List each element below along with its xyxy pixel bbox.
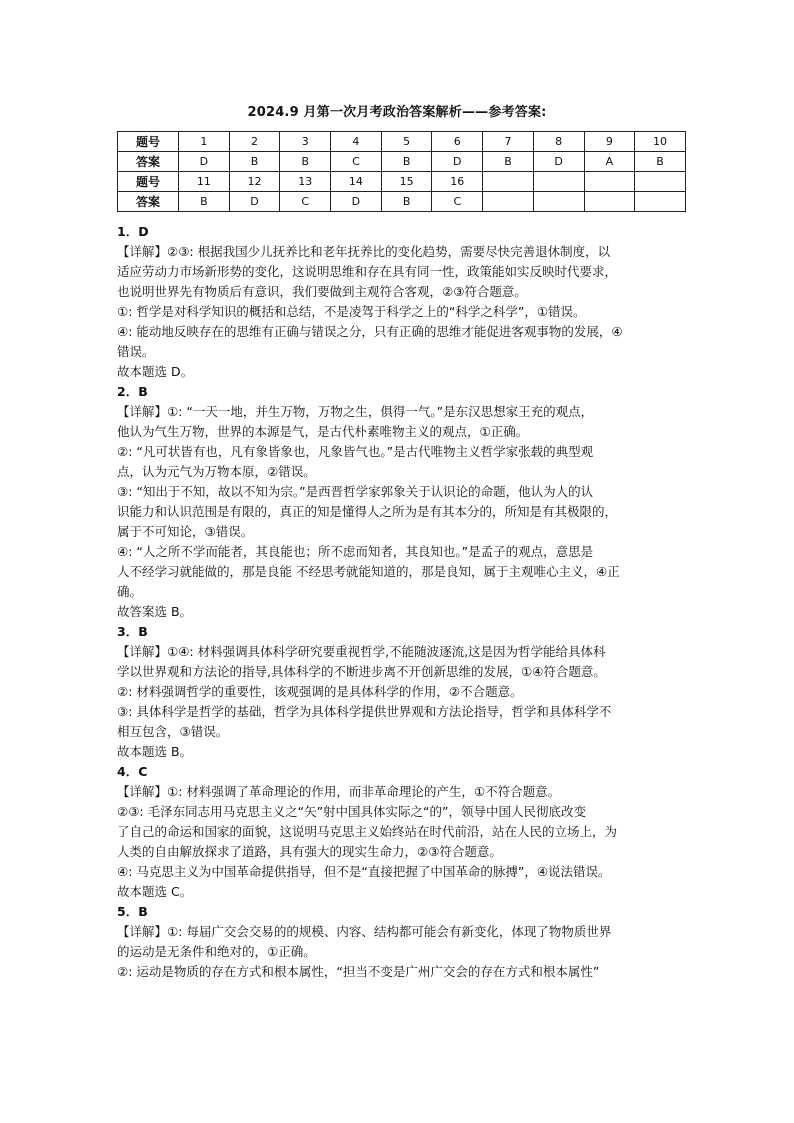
table-cell: 8 — [533, 132, 584, 152]
table-cell — [533, 172, 584, 192]
table-cell — [584, 172, 635, 192]
table-cell — [635, 172, 686, 192]
explanation-line: ②: 运动是物质的存在方式和根本属性，“担当不变是广州广交会的存在方式和根本属性” — [117, 964, 600, 979]
explanation-line: ③: 具体科学是哲学的基础，哲学为具体科学提供世界观和方法论指导，哲学和具体科学不 — [117, 704, 612, 719]
explanation-line: ②: 材料强调哲学的重要性，该观强调的是具体科学的作用，②不合题意。 — [117, 684, 523, 699]
table-cell: 13 — [280, 172, 331, 192]
table-cell: D — [432, 152, 483, 172]
table-cell: 14 — [331, 172, 382, 192]
row-label: 题号 — [118, 132, 179, 152]
explanation-line: 【详解】①④: 材料强调具体科学研究要重视哲学,不能随波逐流,这是因为哲学能给具体科 — [117, 644, 606, 659]
question-number: 1．D — [117, 224, 149, 239]
table-cell: 9 — [584, 132, 635, 152]
explanation-line: 学以世界观和方法论的指导,具体科学的不断进步离不开创新思维的发展，①④符合题意。 — [117, 664, 606, 679]
explanation-line: ④: 能动地反映存在的思维有正确与错误之分，只有正确的思维才能促进客观事物的发展，④ — [117, 324, 623, 339]
question-number: 4．C — [117, 764, 148, 779]
table-cell: 6 — [432, 132, 483, 152]
explanation-line: ①: 哲学是对科学知识的概括和总结，不是凌驾于科学之上的“科学之科学”，①错误。 — [117, 304, 586, 319]
explanation-line: ②③: 毛泽东同志用马克思主义之“矢”射中国具体实际之“的”，领导中国人民彻底改变 — [117, 804, 587, 819]
explanation-line: 错误。 — [117, 344, 155, 359]
answer-table-row — [118, 132, 686, 152]
explanation-line: 确。 — [117, 584, 143, 599]
table-cell: 2 — [229, 132, 280, 152]
table-cell: B — [635, 152, 686, 172]
answer-table — [117, 131, 686, 212]
table-cell: 15 — [381, 172, 432, 192]
explanation-line: 【详解】②③: 根据我国少儿抚养比和老年抚养比的变化趋势，需要尽快完善退休制度，以 — [117, 244, 611, 259]
table-cell: 10 — [635, 132, 686, 152]
explanation-line: 识能力和认识范围是有限的，真正的知是懂得人之所为是有其本分的，所知是有其极限的， — [117, 504, 618, 519]
table-cell — [483, 172, 534, 192]
table-cell: 16 — [432, 172, 483, 192]
page-title: 2024.9 月第一次月考政治答案解析——参考答案: — [247, 105, 547, 120]
explanation-line: 他认为气生万物，世界的本源是气，是古代朴素唯物主义的观点，①正确。 — [117, 424, 529, 439]
table-cell: 4 — [331, 132, 382, 152]
table-cell — [483, 192, 534, 212]
table-cell: A — [584, 152, 635, 172]
explanation-line: 人不经学习就能做的，那是良能 不经思考就能知道的，那是良知，属于主观唯心主义，④正 — [117, 564, 620, 579]
explanation-line: 点，认为元气为万物本原，②错误。 — [117, 464, 316, 479]
table-cell: 1 — [179, 132, 230, 152]
table-cell: B — [179, 192, 230, 212]
explanation-line: 适应劳动力市场新形势的变化，这说明思维和存在具有同一性，政策能如实反映时代要求， — [117, 264, 618, 279]
answer-table-body — [118, 132, 686, 212]
explanation-line: 人类的自由解放探求了道路，具有强大的现实生命力，②③符合题意。 — [117, 844, 502, 859]
explanation-line: 故答案选 B。 — [117, 604, 193, 619]
answer-table-row — [118, 192, 686, 212]
table-cell: 5 — [381, 132, 432, 152]
answer-table-row — [118, 152, 686, 172]
table-cell — [635, 192, 686, 212]
explanation-line: 也说明世界先有物质后有意识，我们要做到主观符合客观，②③符合题意。 — [117, 284, 527, 299]
table-cell: B — [381, 192, 432, 212]
table-cell: C — [432, 192, 483, 212]
row-label: 答案 — [118, 192, 179, 212]
table-cell: B — [229, 152, 280, 172]
explanation-line: 【详解】①: “一天一地，并生万物，万物之生，俱得一气。”是东汉思想家王充的观点， — [117, 404, 594, 419]
explanation-line: 相互包含，③错误。 — [117, 724, 229, 739]
table-cell: C — [280, 192, 331, 212]
question-number: 3．B — [117, 624, 148, 639]
explanation-line: 故本题选 D。 — [117, 364, 194, 379]
table-cell: B — [483, 152, 534, 172]
explanation-line: 了自己的命运和国家的面貌，这说明马克思主义始终站在时代前沿，站在人民的立场上，为 — [117, 824, 618, 839]
explanation-line: 故本题选 B。 — [117, 744, 193, 759]
explanation-content — [117, 222, 687, 982]
question-number: 5．B — [117, 904, 148, 919]
table-cell: 12 — [229, 172, 280, 192]
explanation-line: 【详解】①: 每届广交会交易的的规模、内容、结构都可能会有新变化，体现了物物质世界 — [117, 924, 612, 939]
table-cell: B — [381, 152, 432, 172]
table-cell: D — [331, 192, 382, 212]
row-label: 题号 — [118, 172, 179, 192]
table-cell: D — [229, 192, 280, 212]
table-cell: 11 — [179, 172, 230, 192]
table-cell: D — [179, 152, 230, 172]
answer-table-row — [118, 172, 686, 192]
table-cell: C — [331, 152, 382, 172]
explanation-line: ②: “凡可状皆有也，凡有象皆象也，凡象皆气也。”是古代唯物主义哲学家张载的典型观 — [117, 444, 594, 459]
table-cell: 7 — [483, 132, 534, 152]
question-number: 2．B — [117, 384, 148, 399]
explanation-line: ④: 马克思主义为中国革命提供指导，但不是“直接把握了中国革命的脉搏”，④说法错误。 — [117, 864, 611, 879]
table-cell: 3 — [280, 132, 331, 152]
table-cell — [533, 192, 584, 212]
row-label: 答案 — [118, 152, 179, 172]
explanation-line: 【详解】①: 材料强调了革命理论的作用，而非革命理论的产生，①不符合题意。 — [117, 784, 561, 799]
table-cell — [584, 192, 635, 212]
explanation-line: ④: “人之所不学而能者，其良能也；所不虑而知者，其良知也。”是孟子的观点，意思是 — [117, 544, 594, 559]
explanation-line: 的运动是无条件和绝对的，①正确。 — [117, 944, 316, 959]
explanation-line: 属于不可知论，③错误。 — [117, 524, 254, 539]
explanation-line: 故本题选 C。 — [117, 884, 193, 899]
table-cell: D — [533, 152, 584, 172]
explanation-line: ③: “知出于不知，故以不知为宗。”是西晋哲学家郭象关于认识论的命题，他认为人的认 — [117, 484, 594, 499]
table-cell: B — [280, 152, 331, 172]
